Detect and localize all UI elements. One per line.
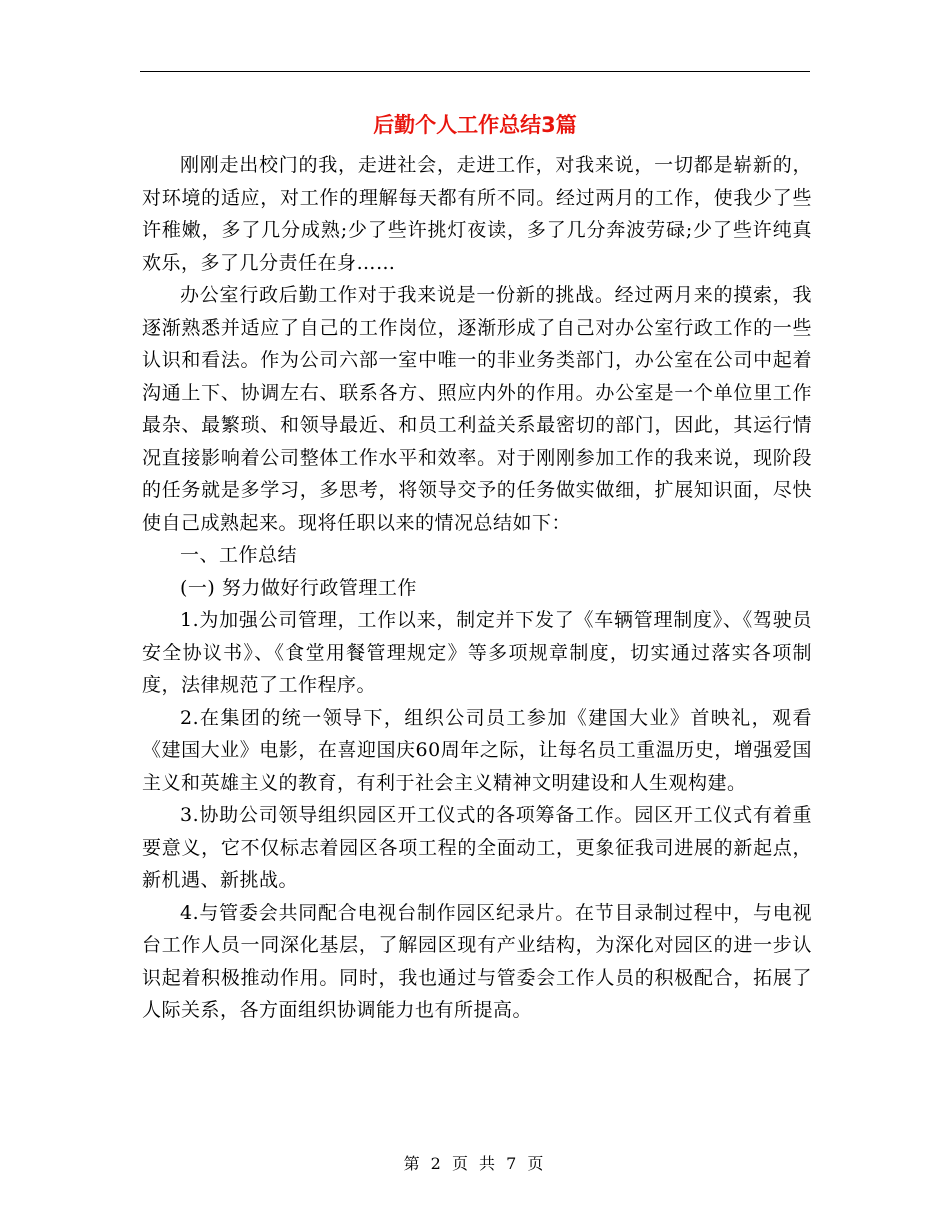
document-body (142, 149, 812, 1027)
paragraph-item-2: 2.在集团的统一领导下，组织公司员工参加《建国大业》首映礼，观看《建国大业》电影，在喜迎国庆60周年之际，让每名员工重温历史，增强爱国主义和英雄主义的教育，有利于社会主义精神文明建设和人生观构建。 (142, 706, 812, 794)
header-rule (140, 71, 810, 72)
paragraph-intro: 刚刚走出校门的我，走进社会，走进工作，对我来说，一切都是崭新的，对环境的适应，对工作的理解每天都有所不同。经过两月的工作，使我少了些许稚嫩，多了几分成熟;少了些许挑灯夜读，多了几分奔波劳碌;少了些许纯真欢乐，多了几分责任在身…… (142, 154, 812, 274)
paragraph-item-4: 4.与管委会共同配合电视台制作园区纪录片。在节目录制过程中，与电视台工作人员一同深化基层，了解园区现有产业结构，为深化对园区的进一步认识起着积极推动作用。同时，我也通过与管委会工作人员的积极配合，拓展了人际关系，各方面组织协调能力也有所提高。 (142, 901, 812, 1021)
page-number-footer: 第 2 页 共 7 页 (403, 1154, 547, 1173)
document-title: 后勤个人工作总结3篇 (373, 113, 577, 137)
paragraph-office-work: 办公室行政后勤工作对于我来说是一份新的挑战。经过两月来的摸索，我逐渐熟悉并适应了自己的工作岗位，逐渐形成了自己对办公室行政工作的一些认识和看法。作为公司六部一室中唯一的非业务类部门，办公室在公司中起着沟通上下、协调左右、联系各方、照应内外的作用。办公室是一个单位里工作最杂、最繁琐、和领导最近、和员工利益关系最密切的部门，因此，其运行情况直接影响着公司整体工作水平和效率。对于刚刚参加工作的我来说，现阶段的任务就是多学习，多思考，将领导交予的任务做实做细，扩展知识面，尽快使自己成熟起来。现将任职以来的情况总结如下： (142, 284, 812, 534)
subheading-admin-management: (一) 努力做好行政管理工作 (180, 576, 417, 599)
paragraph-item-3: 3.协助公司领导组织园区开工仪式的各项筹备工作。园区开工仪式有着重要意义，它不仅标志着园区各项工程的全面动工，更象征我司进展的新起点，新机遇、新挑战。 (142, 804, 812, 891)
heading-work-summary: 一、工作总结 (180, 544, 298, 566)
paragraph-item-1: 1.为加强公司管理，工作以来，制定并下发了《车辆管理制度》、《驾驶员安全协议书》、《食堂用餐管理规定》等多项规章制度，切实通过落实各项制度，法律规范了工作程序。 (142, 609, 812, 696)
